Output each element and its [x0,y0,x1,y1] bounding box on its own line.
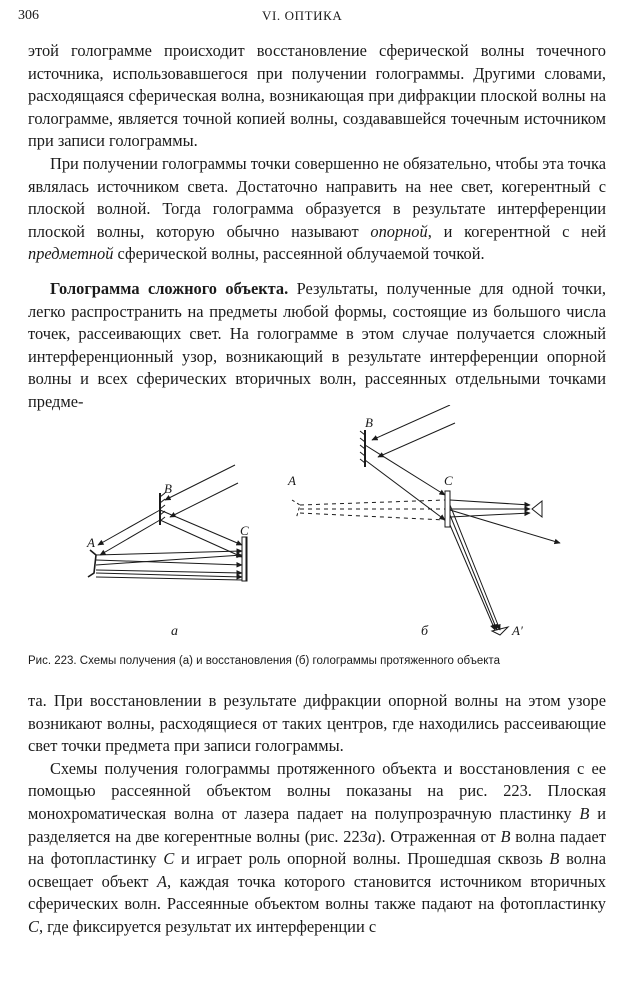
running-title: VI. ОПТИКА [262,8,343,23]
diagram-b [292,405,560,635]
label-b-C: C [444,473,453,488]
label-b-A: A [288,473,296,488]
section-heading: Голограмма сложного объекта. [50,278,289,298]
label-a-B: B [164,481,172,496]
figure-223 [60,405,620,653]
label-a-C: C [240,523,249,538]
subfigure-label-a: а [171,624,178,639]
text-block-bottom [28,690,606,939]
figure-caption: Рис. 223. Схемы получения (а) и восстановления (б) голограммы протяженного объекта [28,655,500,667]
subfigure-label-b: б [421,624,429,639]
paragraph-1: этой голограмме происходит восстановление сферической волны точечного источника, использовавшегося при получении голограммы. Другими словами, расходящаяся сферическая волна, возникающая при дифракции плоской волны на голограмме, является точной копией волны, создававшейся точечным источником при записи голограммы. [28,41,606,151]
paragraph-3: Голограмма сложного объекта. Результаты, полученные для одной точки, легко распространить на предметы любой формы, состоящие из большого числа точек, рассеивающих свет. На голограмме в этом случае получается сложный интерференционный узор, возникающий в результате интерференции опорной волны и всех сферических вторичных волн, рассеянных отдельными точками предме- [28,278,606,411]
label-b-B: B [365,415,373,430]
label-b-Aprime: A′ [512,623,523,638]
label-a-A: A [87,535,95,550]
page-number: 306 [18,8,39,23]
figure-labels [86,415,523,639]
paragraph-4: та. При восстановлении в результате дифракции опорной волны на этом узоре возникают волны, расходящиеся от таких центров, где находились рассеивающие свет точки предмета при записи голограммы. [28,691,606,756]
text-block-top [28,40,606,414]
paragraph-2: При получении голограммы точки совершенно не обязательно, чтобы эта точка являлась источником света. Достаточно направить на нее свет, когерентный с плоской волной. Тогда голограмма образуется в результате интерференции плоской волны, которую обычно называют опорной, и когерентной с ней предметной сферической волны, рассеянной облучаемой точкой. [28,153,606,264]
hologram-diagrams [60,405,620,653]
page-header [0,6,637,28]
paragraph-5: Схемы получения голограммы протяженного объекта и восстановления с ее помощью рассеянной объектом волны показаны на рис. 223. Плоская монохроматическая волна от лазера падает на полупрозрачную пластинку B и разделяется на две когерентные волны (рис. 223а). Отраженная от B волна падает на фотопластинку C и играет роль опорной волны. Прошедшая сквозь B волна освещает объект A, каждая точка которого становится источником вторичных сферических волн. Рассеянные объектом волны также падают на фотопластинку C, где фиксируется результат их интерференции с [28,758,606,936]
